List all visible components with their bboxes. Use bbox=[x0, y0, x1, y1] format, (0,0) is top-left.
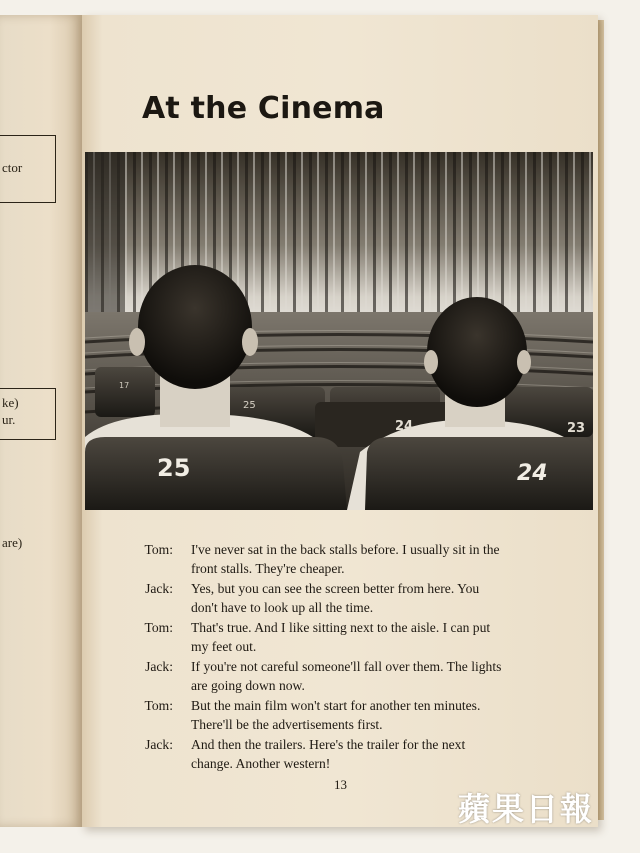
previous-page-fragment: are) bbox=[2, 535, 23, 550]
book-page bbox=[82, 15, 598, 827]
speaker-label: Jack: bbox=[145, 659, 173, 674]
previous-page-fragment: ur. bbox=[2, 412, 16, 427]
speech-text: And then the trailers. Here's the trailer for the next change. Another western! bbox=[191, 737, 466, 771]
speaker-label: Tom: bbox=[144, 698, 173, 713]
speaker-label: Tom: bbox=[144, 620, 173, 635]
speech-text: Yes, but you can see the screen better from here. You don't have to look up all the time. bbox=[191, 581, 480, 615]
page-title: At the Cinema bbox=[142, 91, 385, 126]
seat-number: 25 bbox=[243, 400, 256, 411]
speaker-label: Jack: bbox=[145, 581, 173, 596]
watermark-logo: 蘋果日報 bbox=[458, 790, 595, 828]
previous-page-fragment: ctor bbox=[2, 160, 23, 175]
seat-number: 25 bbox=[157, 454, 191, 482]
speech-text: I've never sat in the back stalls before. I usually sit in the front stalls. They're cheaper. bbox=[191, 542, 500, 576]
speech-text: If you're not careful someone'll fall over them. The lights are going down now. bbox=[191, 659, 502, 693]
page-edge bbox=[598, 20, 604, 820]
seat-number: 24 bbox=[395, 419, 414, 434]
speaker-label: Jack: bbox=[145, 737, 173, 752]
speech-text: That's true. And I like sitting next to the aisle. I can put my feet out. bbox=[191, 620, 491, 654]
cinema-photo bbox=[85, 152, 593, 510]
speaker-label: Tom: bbox=[144, 542, 173, 557]
speech-text: But the main film won't start for another ten minutes. There'll be the advertisements first. bbox=[191, 698, 481, 732]
seat-number: 17 bbox=[119, 381, 130, 390]
seat-number: 24 bbox=[517, 461, 548, 486]
previous-page-fragment: ke) bbox=[2, 395, 19, 410]
seat-number: 23 bbox=[567, 421, 586, 436]
previous-page bbox=[0, 15, 82, 827]
page-number: 13 bbox=[334, 777, 347, 792]
